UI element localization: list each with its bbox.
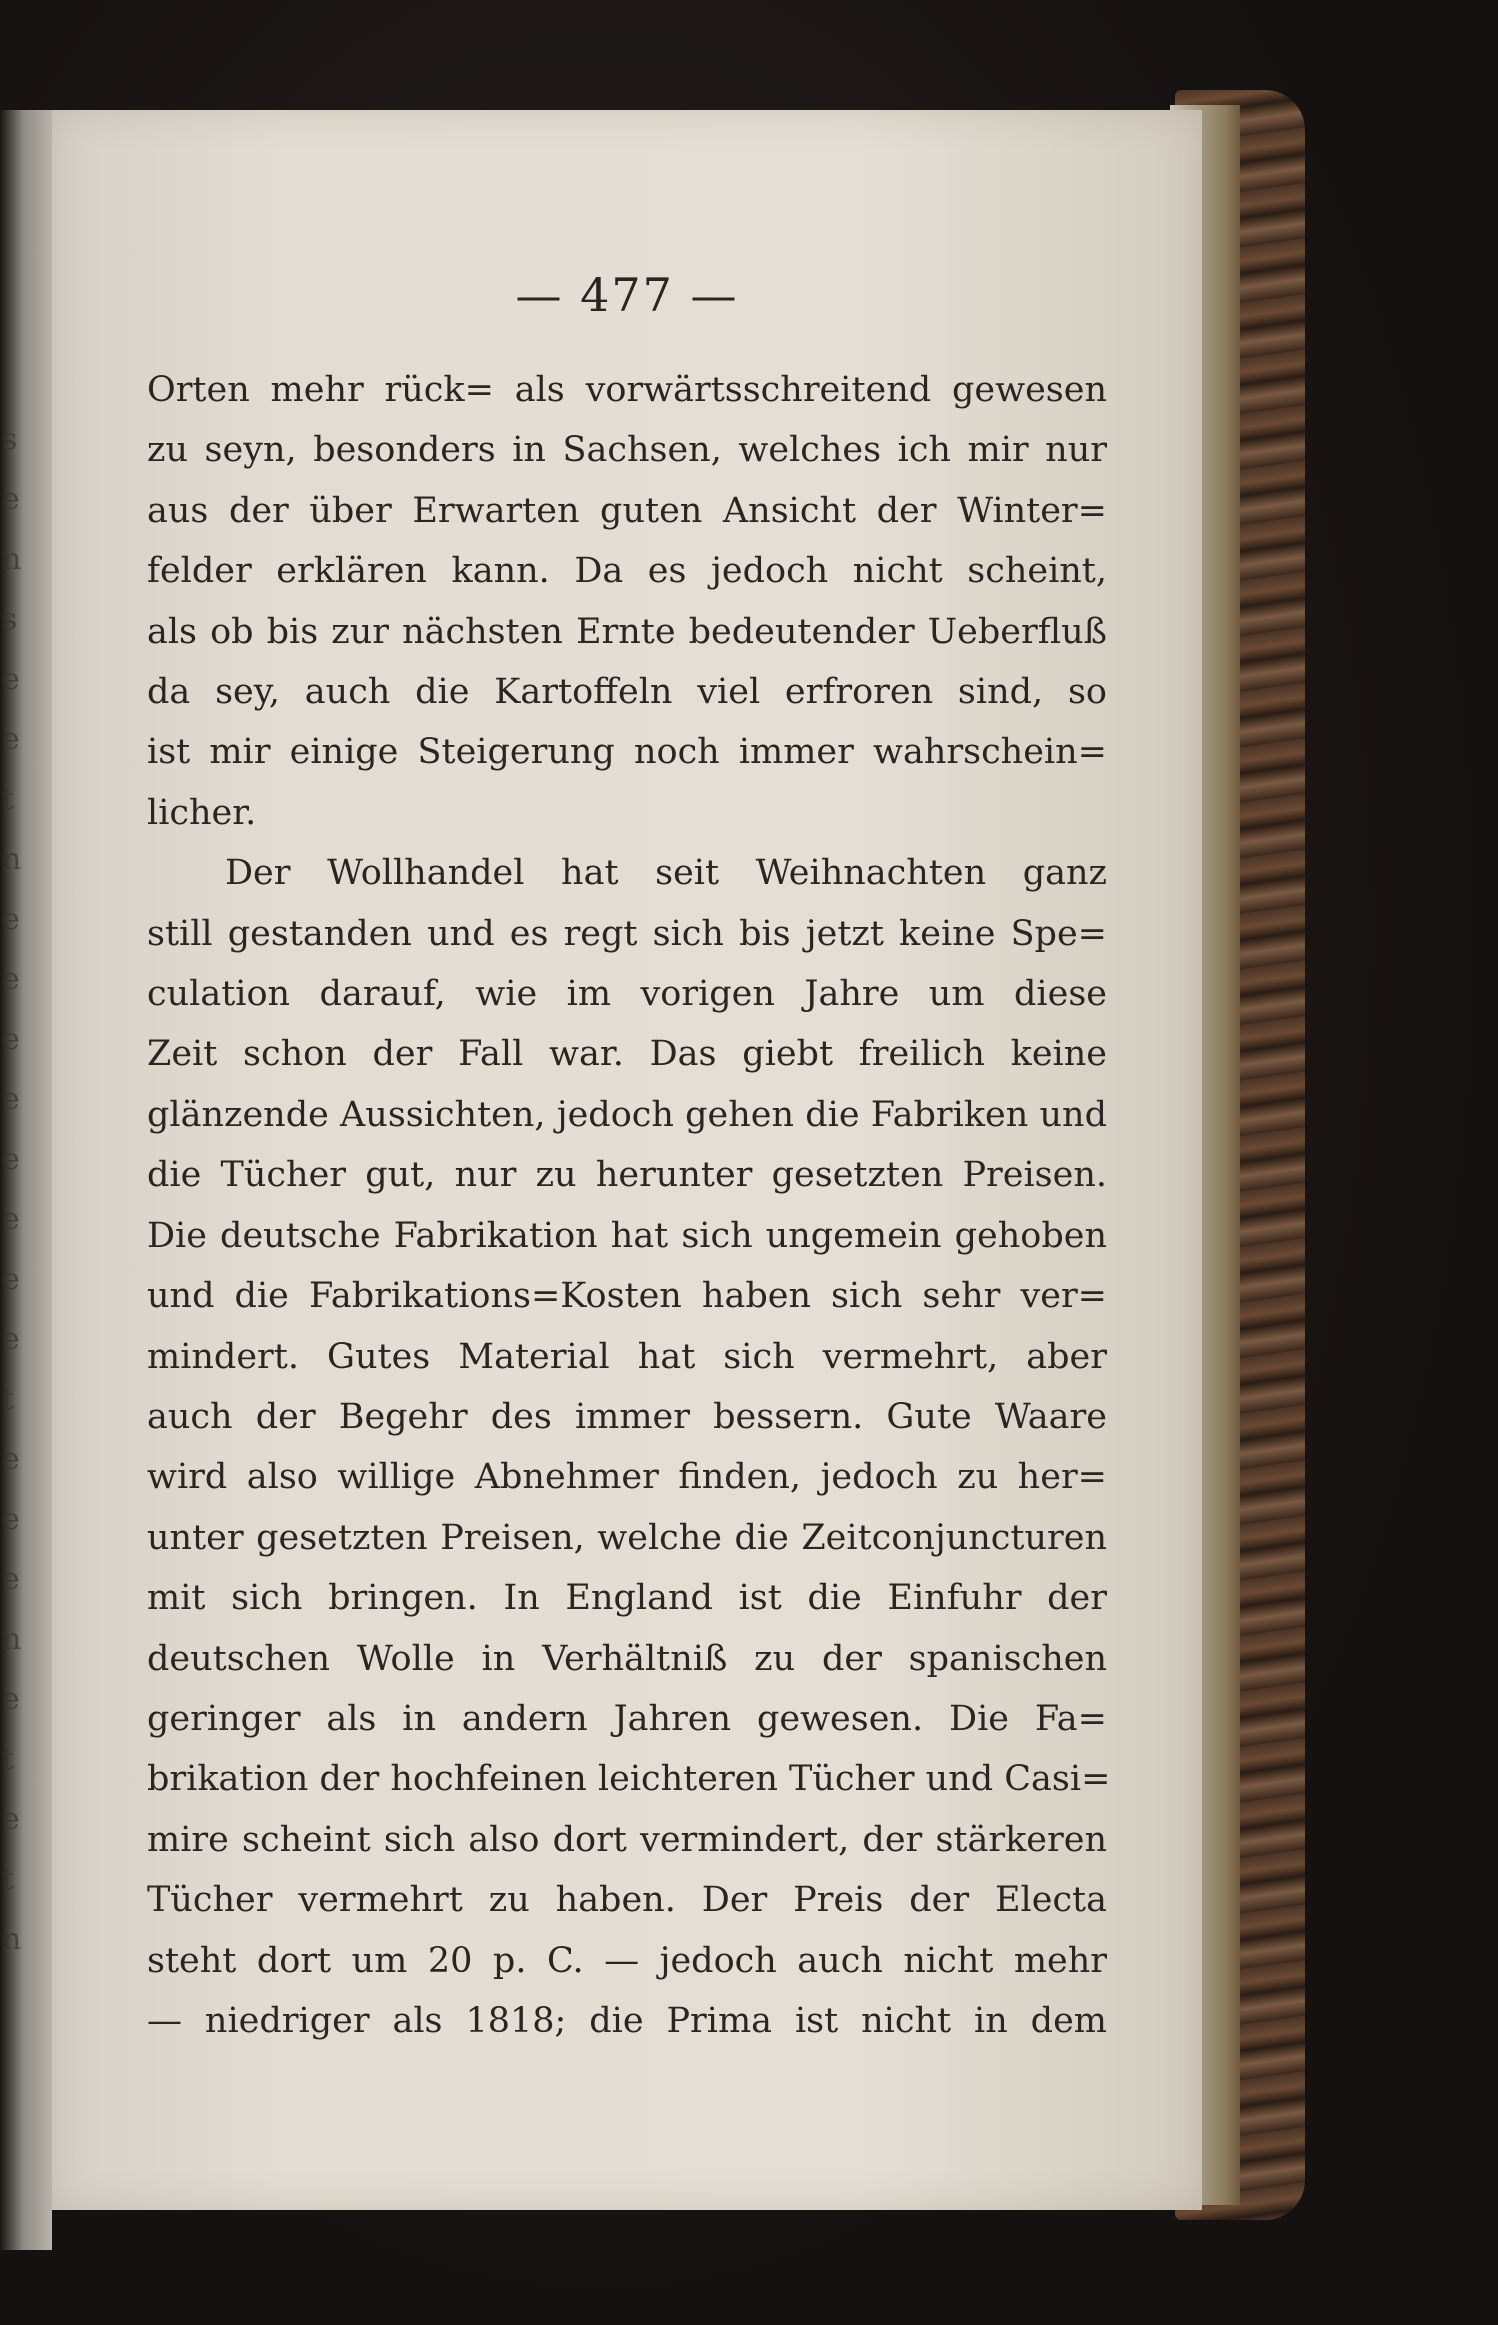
text-line: mire scheint sich also dort vermindert, der stärkeren xyxy=(147,1819,1107,1860)
text-line: wird also willige Abnehmer finden, jedoch zu her= xyxy=(147,1457,1107,1498)
previous-page-edge xyxy=(0,110,52,2250)
page-body-text xyxy=(147,360,1111,2051)
text-line: ist mir einige Steigerung noch immer wahrschein= xyxy=(147,732,1107,773)
text-line: Tücher vermehrt zu haben. Der Preis der Electa xyxy=(147,1880,1107,1921)
text-line: glänzende Aussichten, jedoch gehen die Fabriken und xyxy=(147,1094,1107,1135)
text-line: culation darauf, wie im vorigen Jahre um diese xyxy=(147,974,1107,1015)
text-line: licher. xyxy=(147,792,257,833)
text-line: — niedriger als 1818; die Prima ist nicht in dem xyxy=(147,2000,1107,2041)
text-line: Der Wollhandel hat seit Weihnachten ganz xyxy=(225,853,1107,894)
text-line: unter gesetzten Preisen, welche die Zeitconjuncturen xyxy=(147,1517,1107,1558)
text-line: und die Fabrikations=Kosten haben sich sehr ver= xyxy=(147,1276,1107,1317)
text-line: Orten mehr rück= als vorwärtsschreitend gewesen xyxy=(147,370,1107,410)
text-line: die Tücher gut, nur zu herunter gesetzten Preisen. xyxy=(147,1155,1107,1196)
text-line: geringer als in andern Jahren gewesen. Die Fa= xyxy=(147,1698,1107,1739)
text-line: aus der über Erwarten guten Ansicht der Winter= xyxy=(147,490,1107,531)
text-line: zu seyn, besonders in Sachsen, welches ich mir nur xyxy=(147,430,1107,471)
text-line: mit sich bringen. In England ist die Einfuhr der xyxy=(147,1578,1107,1619)
text-line: auch der Begehr des immer bessern. Gute Waare xyxy=(147,1396,1107,1437)
text-line: da sey, auch die Kartoffeln viel erfroren sind, so xyxy=(147,672,1107,713)
text-line: steht dort um 20 p. C. — jedoch auch nicht mehr xyxy=(147,1940,1107,1981)
text-line: deutschen Wolle in Verhältniß zu der spanischen xyxy=(147,1638,1107,1679)
text-line: als ob bis zur nächsten Ernte bedeutender Ueberfluß xyxy=(147,611,1107,652)
text-line: brikation der hochfeinen leichteren Tücher und Casi= xyxy=(147,1759,1111,1800)
book-page xyxy=(52,110,1202,2210)
text-line: Die deutsche Fabrikation hat sich ungemein gehoben xyxy=(147,1215,1107,1256)
text-line: mindert. Gutes Material hat sich vermehrt, aber xyxy=(147,1336,1107,1377)
page-number: — 477 — xyxy=(515,268,739,322)
previous-page-text-fragments: s e n s e e t n e e e e e e e e t e e e n e t e t n xyxy=(2,422,22,1957)
text-line: felder erklären kann. Da es jedoch nicht scheint, xyxy=(147,551,1107,592)
text-line: Zeit schon der Fall war. Das giebt freilich keine xyxy=(147,1034,1107,1075)
text-line: still gestanden und es regt sich bis jetzt keine Spe= xyxy=(147,913,1107,954)
